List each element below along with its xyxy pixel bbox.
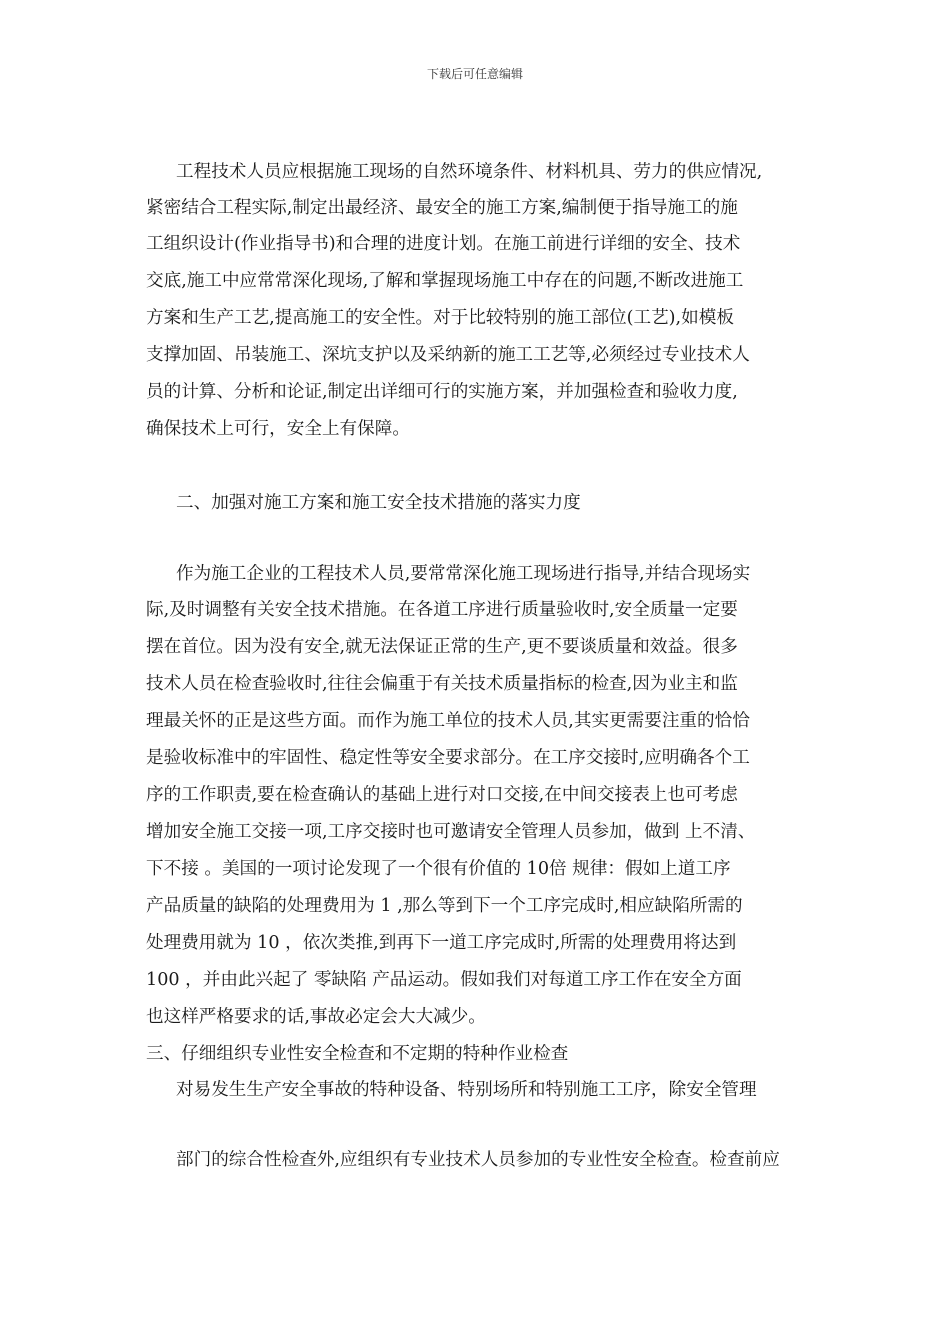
text-line: 增加安全施工交接一项,工序交接时也可邀请安全管理人员参加，做到 上不清、 — [146, 822, 756, 842]
text-line: 作为施工企业的工程技术人员,要常常深化施工现场进行指导,并结合现场实 — [176, 564, 751, 584]
text-line: 部门的综合性检查外,应组织有专业技术人员参加的专业性安全检查。检查前应 — [176, 1150, 780, 1170]
text-line: 下不接 。美国的一项讨论发现了一个很有价值的 10倍 规律：假如上道工序 — [146, 859, 731, 879]
text-line: 交底,施工中应常常深化现场,了解和掌握现场施工中存在的问题,不断改进施工 — [146, 271, 744, 291]
text-line: 处理费用就为 10 ，依次类推,到再下一道工序完成时,所需的处理费用将达到 — [146, 933, 737, 953]
text-line: 支撑加固、吊装施工、深坑支护以及采纳新的施工工艺等,必须经过专业技术人 — [146, 345, 750, 365]
text-line: 确保技术上可行，安全上有保障。 — [146, 419, 410, 439]
text-line: 员的计算、分析和论证,制定出详细可行的实施方案，并加强检查和验收力度, — [146, 382, 738, 402]
text-line: 序的工作职责,要在检查确认的基础上进行对口交接,在中间交接表上也可考虑 — [146, 785, 738, 805]
section-heading: 对易发生生产安全事故的特种设备、特别场所和特别施工工序，除安全管理 — [176, 1080, 757, 1100]
text-line: 产品质量的缺陷的处理费用为 1 ,那么等到下一个工序完成时,相应缺陷所需的 — [146, 896, 743, 916]
text-line: 际,及时调整有关安全技术措施。在各道工序进行质量验收时,安全质量一定要 — [146, 600, 738, 620]
text-line: 紧密结合工程实际,制定出最经济、最安全的施工方案,编制便于指导施工的施 — [146, 198, 738, 218]
text-line: 摆在首位。因为没有安全,就无法保证正常的生产,更不要谈质量和效益。很多 — [146, 637, 738, 657]
page-header-note: 下载后可任意编辑 — [426, 67, 523, 81]
text-line: 方案和生产工艺,提高施工的安全性。对于比较特别的施工部位(工艺),如模板 — [146, 308, 734, 328]
text-line: 三、仔细组织专业性安全检查和不定期的特种作业检查 — [146, 1044, 569, 1064]
text-line: 100 ，并由此兴起了 零缺陷 产品运动。假如我们对每道工序工作在安全方面 — [146, 970, 742, 990]
text-line: 工程技术人员应根据施工现场的自然环境条件、材料机具、劳力的供应情况, — [176, 162, 763, 182]
text-line: 技术人员在检查验收时,往往会偏重于有关技术质量指标的检查,因为业主和监 — [146, 674, 738, 694]
text-line: 也这样严格要求的话,事故必定会大大减少。 — [146, 1007, 486, 1027]
section-heading: 二、加强对施工方案和施工安全技术措施的落实力度 — [176, 493, 581, 513]
text-line: 理最关怀的正是这些方面。而作为施工单位的技术人员,其实更需要注重的恰恰 — [146, 711, 750, 731]
text-line: 工组织设计(作业指导书)和合理的进度计划。在施工前进行详细的安全、技术 — [146, 234, 741, 254]
text-line: 是验收标准中的牢固性、稳定性等安全要求部分。在工序交接时,应明确各个工 — [146, 748, 750, 768]
